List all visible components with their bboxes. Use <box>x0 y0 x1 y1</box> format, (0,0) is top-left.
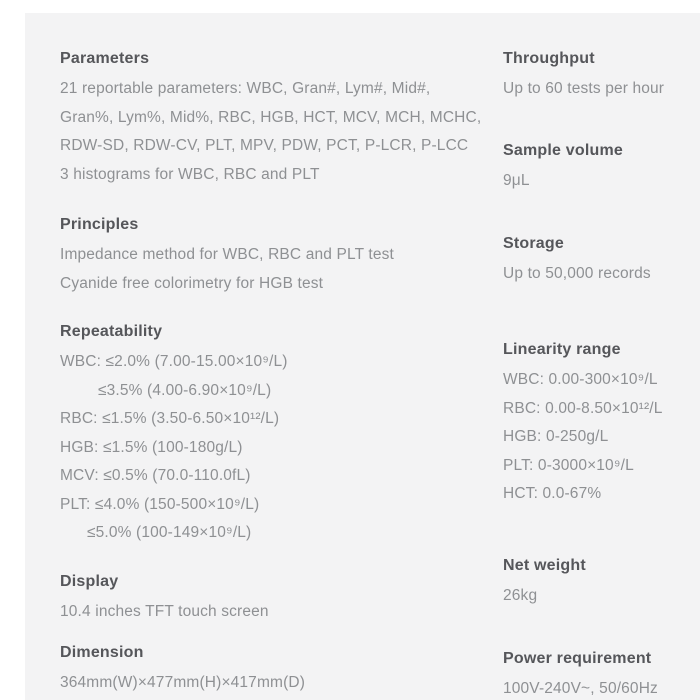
spec-line: RDW-SD, RDW-CV, PLT, MPV, PDW, PCT, P-LCR, P-LCC <box>60 137 469 154</box>
section-principles <box>60 215 394 298</box>
spec-line: 100V-240V~, 50/60Hz <box>503 680 658 697</box>
section-heading: Linearity range <box>503 341 621 358</box>
section-sample-volume <box>503 141 623 196</box>
section-repeatability <box>60 322 288 548</box>
section-display <box>60 572 269 627</box>
section-heading: Display <box>60 573 119 590</box>
section-heading: Repeatability <box>60 323 163 340</box>
spec-line: PLT: 0-3000×10⁹/L <box>503 456 634 474</box>
spec-line: 21 reportable parameters: WBC, Gran#, Lym#, Mid#, <box>60 80 431 97</box>
spec-line: Cyanide free colorimetry for HGB test <box>60 274 324 292</box>
section-throughput <box>503 49 664 104</box>
section-parameters <box>60 49 481 189</box>
spec-line: 26kg <box>503 587 538 604</box>
section-heading: Storage <box>503 235 564 252</box>
spec-line: HCT: 0.0-67% <box>503 485 602 502</box>
spec-line: WBC: 0.00-300×10⁹/L <box>503 371 658 388</box>
section-linearity-range <box>503 340 663 509</box>
spec-line: Up to 60 tests per hour <box>503 80 665 97</box>
spec-line: 3 histograms for WBC, RBC and PLT <box>60 165 320 183</box>
section-storage <box>503 234 651 289</box>
spec-line: PLT: ≤4.0% (150-500×10⁹/L) <box>60 495 260 513</box>
spec-line: ≤3.5% (4.00-6.90×10⁹/L) <box>98 381 272 399</box>
spec-line: WBC: ≤2.0% (7.00-15.00×10⁹/L) <box>60 353 288 370</box>
spec-line: ≤5.0% (100-149×10⁹/L) <box>87 524 252 541</box>
spec-line: 364mm(W)×477mm(H)×417mm(D) <box>60 674 306 691</box>
section-net-weight <box>503 556 586 611</box>
section-heading: Net weight <box>503 557 586 574</box>
section-power-requirement <box>503 649 658 700</box>
section-heading: Principles <box>60 216 139 233</box>
spec-line: HGB: 0-250g/L <box>503 428 609 445</box>
section-heading: Dimension <box>60 644 144 661</box>
spec-line: Up to 50,000 records <box>503 265 651 282</box>
spec-line: RBC: 0.00-8.50×10¹²/L <box>503 399 663 417</box>
section-dimension <box>60 643 305 698</box>
spec-line: Gran%, Lym%, Mid%, RBC, HGB, HCT, MCV, MCH, MCHC, <box>60 108 482 126</box>
spec-line: Impedance method for WBC, RBC and PLT test <box>60 246 394 263</box>
spec-line: MCV: ≤0.5% (70.0-110.0fL) <box>60 467 251 484</box>
section-heading: Sample volume <box>503 142 623 159</box>
spec-panel <box>25 13 700 700</box>
spec-line: 10.4 inches TFT touch screen <box>60 603 269 620</box>
spec-line: 9μL <box>503 172 530 189</box>
section-heading: Power requirement <box>503 650 652 667</box>
section-heading: Parameters <box>60 50 150 67</box>
section-heading: Throughput <box>503 50 595 67</box>
spec-line: RBC: ≤1.5% (3.50-6.50×10¹²/L) <box>60 410 280 427</box>
spec-line: HGB: ≤1.5% (100-180g/L) <box>60 438 243 456</box>
